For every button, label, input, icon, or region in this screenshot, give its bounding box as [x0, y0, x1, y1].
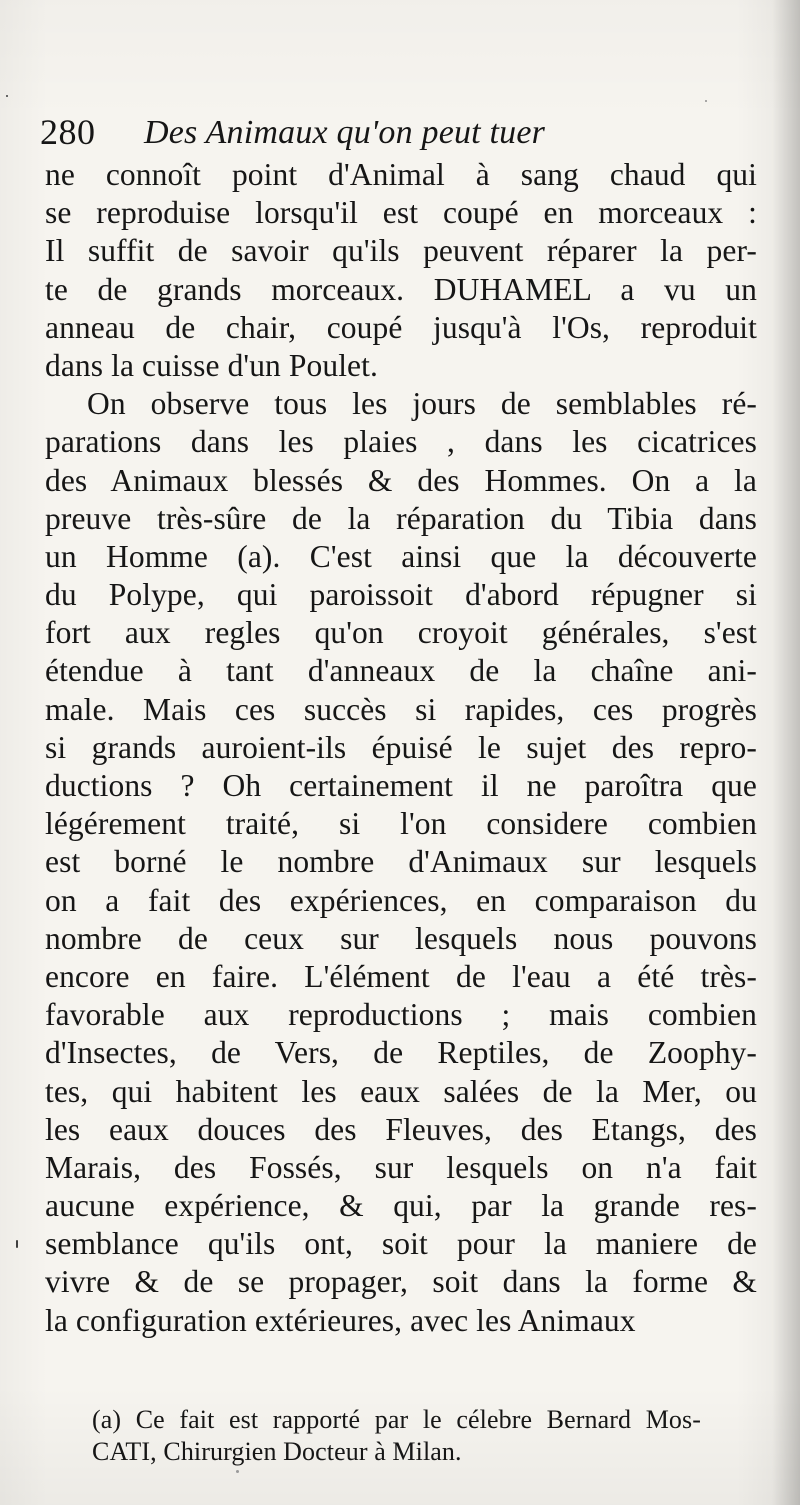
paper-speck-3	[16, 1240, 18, 1248]
page-header	[40, 110, 760, 155]
text-line-16: si grands auroient-ils épuisé le sujet des repro-	[45, 729, 757, 765]
text-line-18: légérement traité, si l'on considere combien	[45, 806, 757, 842]
text-line-31: la configuration extérieures, avec les Animaux	[45, 1302, 636, 1338]
footnote-line-1: (a) Ce fait est rapporté par le célebre Bernard Mos-	[92, 1405, 701, 1434]
footnote-line-2: CATI, Chirurgien Docteur à Milan.	[92, 1437, 462, 1466]
text-line-8: parations dans les plaies , dans les cicatrices	[45, 424, 757, 460]
main-text	[45, 156, 757, 1340]
text-line-27: Marais, des Fossés, sur lesquels on n'a fait	[45, 1149, 757, 1185]
text-line-22: encore en faire. L'élément de l'eau a été très-	[45, 958, 757, 994]
footnote	[92, 1404, 701, 1468]
text-line-29: semblance qu'ils ont, soit pour la maniere de	[45, 1226, 757, 1262]
text-line-21: nombre de ceux sur lesquels nous pouvons	[45, 920, 757, 956]
text-line-4: te de grands morceaux. DUHAMEL a vu un	[45, 271, 757, 307]
text-line-19: est borné le nombre d'Animaux sur lesquels	[45, 844, 757, 880]
text-line-15: male. Mais ces succès si rapides, ces progrès	[45, 691, 757, 727]
text-line-9: des Animaux blessés & des Hommes. On a la	[45, 462, 757, 498]
text-line-28: aucune expérience, & qui, par la grande res-	[45, 1188, 757, 1224]
text-line-20: on a fait des expériences, en comparaison du	[45, 882, 757, 918]
text-line-1: ne connoît point d'Animal à sang chaud qui	[45, 157, 757, 192]
page-edge-shadow	[772, 0, 800, 1505]
text-line-23: favorable aux reproductions ; mais combien	[45, 997, 757, 1033]
text-line-30: vivre & de se propager, soit dans la forme &	[45, 1264, 757, 1300]
text-line-5: anneau de chair, coupé jusqu'à l'Os, reproduit	[45, 309, 757, 345]
paper-speck-2	[705, 100, 707, 102]
text-line-11: un Homme (a). C'est ainsi que la découverte	[45, 538, 757, 574]
paper-speck-1	[6, 95, 8, 97]
text-line-17: ductions ? Oh certainement il ne paroîtra que	[45, 768, 757, 803]
text-line-2: se reproduise lorsqu'il est coupé en morceaux :	[45, 195, 757, 231]
text-line-7: On observe tous les jours de semblables ré-	[87, 386, 757, 422]
text-line-6: dans la cuisse d'un Poulet.	[45, 347, 378, 383]
text-line-3: Il suffit de savoir qu'ils peuvent réparer la per-	[45, 233, 757, 269]
text-line-14: étendue à tant d'anneaux de la chaîne ani-	[45, 653, 757, 689]
text-line-26: les eaux douces des Fleuves, des Etangs, des	[45, 1111, 757, 1147]
text-line-10: preuve très-sûre de la réparation du Tibia dans	[45, 500, 757, 536]
text-line-25: tes, qui habitent les eaux salées de la Mer, ou	[45, 1073, 757, 1109]
running-head: Des Animaux qu'on peut tuer	[144, 114, 546, 151]
page-number: 280	[40, 112, 96, 152]
paper-speck-4	[236, 1470, 239, 1473]
text-line-24: d'Insectes, de Vers, de Reptiles, de Zoophy-	[45, 1035, 757, 1071]
text-line-13: fort aux regles qu'on croyoit générales, s'est	[45, 615, 757, 651]
text-line-12: du Polype, qui paroissoit d'abord répugner si	[45, 577, 757, 613]
